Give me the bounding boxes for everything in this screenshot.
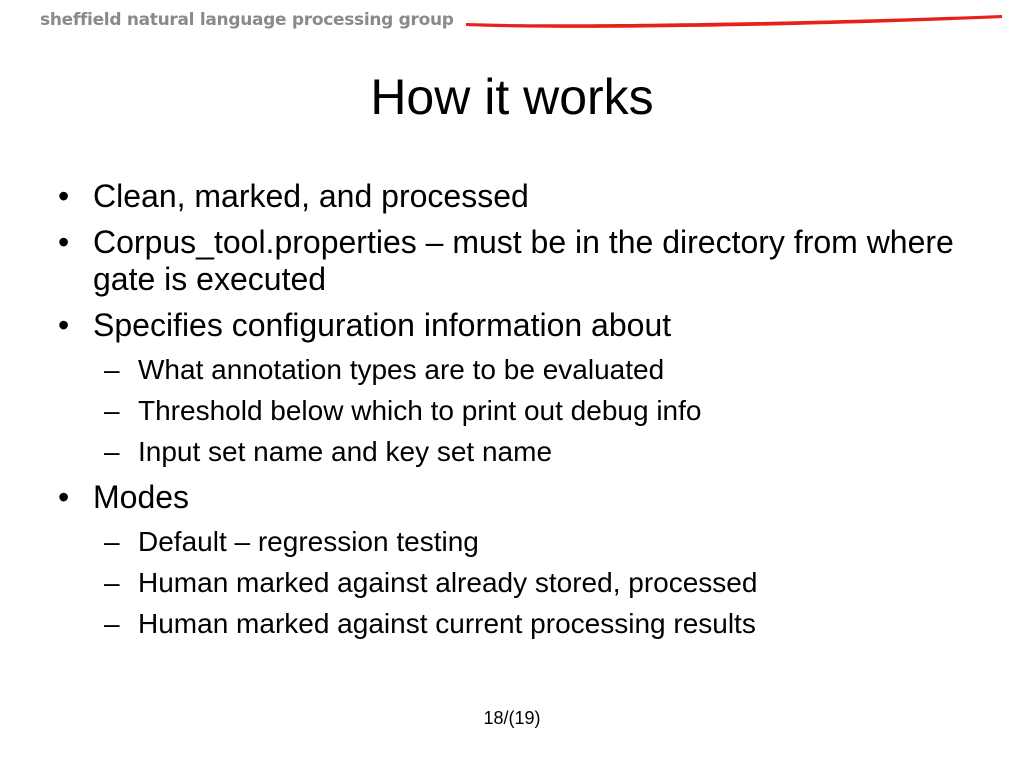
bullet-text: Modes: [93, 479, 190, 515]
sub-bullet-text: Threshold below which to print out debug info: [138, 395, 702, 426]
sub-bullet-text: Input set name and key set name: [138, 436, 553, 467]
bullet-item: [58, 224, 998, 298]
header-logo: sheffield natural language processing group: [40, 10, 454, 30]
sub-bullet-dash: –: [104, 526, 120, 557]
sub-bullet-text: Human marked against already stored, processed: [138, 567, 758, 598]
sub-bullet-item: [58, 607, 998, 641]
bullet-text: Specifies configuration information about: [93, 307, 672, 343]
sub-bullet-item: [58, 394, 998, 428]
bullet-text: Clean, marked, and processed: [93, 178, 529, 214]
sub-bullet-text: What annotation types are to be evaluated: [138, 354, 665, 385]
sub-bullet-item: [58, 353, 998, 387]
bullet-dot: •: [58, 479, 70, 515]
sub-bullet-dash: –: [104, 354, 120, 385]
sub-bullet-dash: –: [104, 395, 120, 426]
bullet-item: [58, 178, 998, 215]
bullet-item: [58, 307, 998, 344]
bullet-dot: •: [58, 178, 70, 214]
page-number: 18/(19): [483, 708, 541, 728]
slide-title: How it works: [370, 69, 654, 125]
bullet-list: [58, 178, 998, 641]
bullet-item: [58, 479, 998, 516]
sub-bullet-text: Human marked against current processing results: [138, 608, 756, 639]
bullet-dot: •: [58, 224, 70, 260]
sub-bullet-item: [58, 525, 998, 559]
header-red-rule: [466, 9, 1002, 31]
sub-bullet-dash: –: [104, 436, 120, 467]
bullet-text: Corpus_tool.properties – must be in the directory from where gate is executed: [93, 224, 954, 297]
sub-bullet-dash: –: [104, 567, 120, 598]
sub-bullet-item: [58, 566, 998, 600]
bullet-dot: •: [58, 307, 70, 343]
sub-bullet-item: [58, 435, 998, 469]
sub-bullet-dash: –: [104, 608, 120, 639]
sub-bullet-text: Default – regression testing: [138, 526, 479, 557]
